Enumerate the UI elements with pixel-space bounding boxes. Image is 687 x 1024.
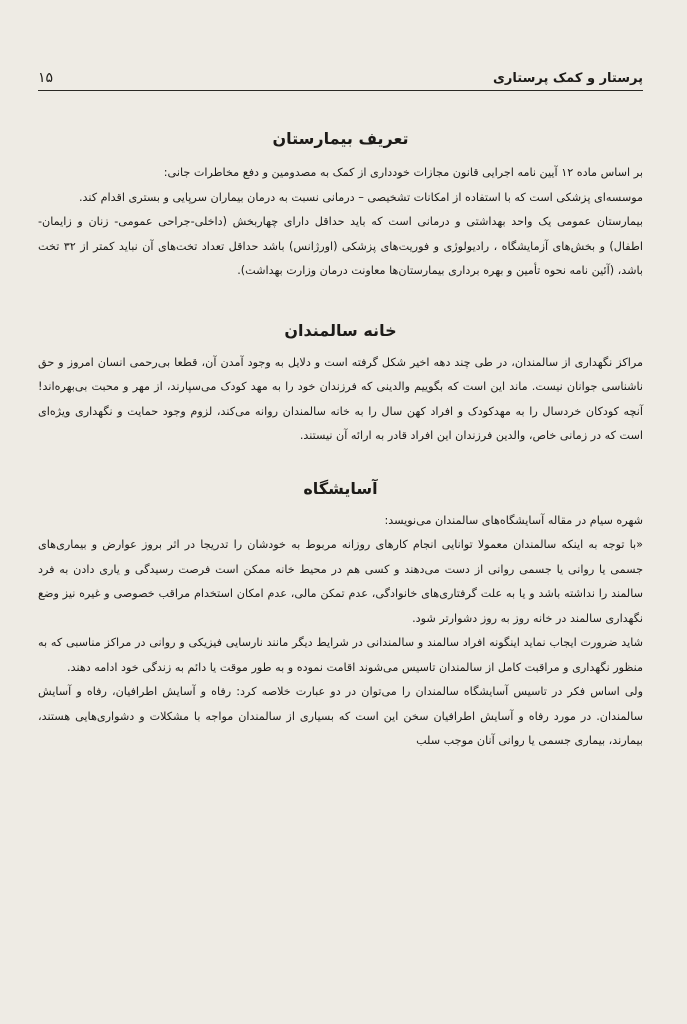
paragraph: مراکز نگهداری از سالمندان، در طی چند دهه اخیر شکل گرفته است و دلایل به وجود آمدن آن، قطعا بی‌رحمی انسان امروز و حق ناشناسی جوانان نیست. ماند این است که بگوییم والدینی که فرزندان خود را به مهد کودک می‌سپارند، از مهر و محبت بی‌بهره‌اند! آنچه کودکان خردسال را به مهدکودک و افراد کهن سال را به خانه سالمندان روانه می‌کند، لزوم وجود حمایت و نگهداری ویژه‌ای است که در زمانی خاص، والدین فرزندان این افراد قادر به ارائه آن نیستند. xyxy=(38,355,643,442)
paragraph: ولی اساس فکر در تاسیس آسایشگاه سالمندان را می‌توان در دو عبارت خلاصه کرد: رفاه و آسایش اطرافیان، رفاه و آسایش سالمندان. در مورد رفاه و آسایش اطرافیان سخن این است که بسیاری از سالمندان مواجه با مشکلات و دشواری‌هایی هستند، بیمارند، بیماری جسمی یا روانی آنان موجب سلب xyxy=(38,685,643,747)
paragraph: شاید ضرورت ایجاب نماید اینگونه افراد سالمند و سالمندانی در شرایط دیگر مانند نارسایی فیزیکی و روانی در مراکز مناسبی که به منظور نگهداری و مراقبت کامل از سالمندان تاسیس می‌شوند اقامت نموده و به طور موقت یا دائم به زندگی خود ادامه دهند. xyxy=(38,636,643,674)
section-sanatorium xyxy=(38,477,643,754)
section-title: خانه سالمندان xyxy=(284,320,397,340)
running-title: پرستار و کمک پرستاری xyxy=(492,71,643,86)
running-header xyxy=(38,70,643,91)
paragraph: بیمارستان عمومی یک واحد بهداشتی و درمانی است که باید حداقل دارای چهاربخش (داخلی-جراحی عمومی- زنان و زایمان- اطفال) و بخش‌های آزمایشگاه ، رادیولوژی و فوریت‌های پزشکی (اورژانس) باشد حداقل تعداد تخت‌های آن نباید کمتر از ۳۲ تخت باشد، (آئین نامه نحوه تأمین و بهره برداری بیمارستان‌ها معاونت درمان وزارت بهداشت). xyxy=(38,215,643,277)
paragraph: شهره سیام در مقاله آسایشگاه‌های سالمندان می‌نویسد: xyxy=(384,513,643,527)
page-number: ۱۵ xyxy=(38,70,54,86)
paragraph: «با توجه به اینکه سالمندان معمولا توانایی انجام کارهای روزانه مربوط به خودشان را تدریجا در اثر بروز عوارض و بیماری‌های جسمی یا روانی یا جسمی روانی از دست می‌دهند و کسی هم در محیط خانه ممکن است فرصت رسیدگی و یاری دادن به فرد سالمند را نداشته باشد و یا به علت گرفتاری‌های خانوادگی، عدم تمکن مالی، عدم امکان استخدام مراقب خصوصی و غیره نیز وضع نگهداری سالمند در خانه روز به روز دشوارتر شود. xyxy=(38,538,643,625)
section-title: آسایشگاه xyxy=(303,478,378,498)
section-nursing-home xyxy=(38,319,643,449)
section-hospital-definition xyxy=(38,127,643,284)
paragraph: بر اساس ماده ۱۲ آیین نامه اجرایی قانون مجازات خودداری از کمک به مصدومین و دفع مخاطرات جانی: xyxy=(163,166,643,179)
section-title: تعریف بیمارستان xyxy=(272,129,409,148)
paragraph: موسسه‌ای پزشکی است که با استفاده از امکانات تشخیصی – درمانی نسبت به درمان بیماران سرپایی و بستری اقدام کند. xyxy=(78,190,643,204)
